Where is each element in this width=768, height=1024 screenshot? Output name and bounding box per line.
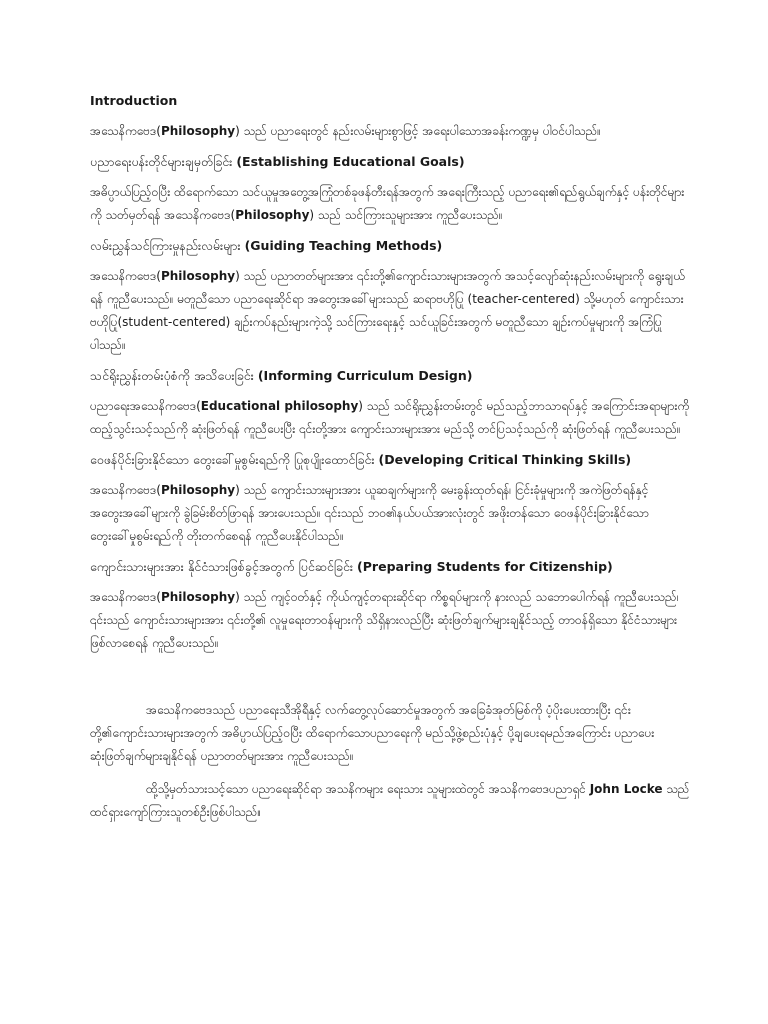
closing-paragraph-2 — [90, 778, 690, 824]
section-body-post: ) သည် သင်ကြားသူများအား ကူညီပေးသည်။ — [309, 208, 503, 222]
section-body-pre: အသေနိကဗေဒ( — [90, 269, 161, 283]
section-body-bold: Philosophy — [160, 483, 236, 497]
closing-text-post: သည် ထင်ရှားကျော်ကြားသူတစ်ဦးဖြစ်ပါသည်။ — [90, 782, 690, 819]
intro-text-post: ) သည် ပညာရေးတွင် နည်းလမ်းများစွာဖြင့် အရေးပါသောအခန်းကဏ္ဍမှ ပါဝင်ပါသည်။ — [235, 124, 601, 138]
section-body-bold: Philosophy — [235, 208, 310, 222]
section-body-curriculum — [90, 395, 690, 441]
section-body-critical-thinking — [90, 479, 690, 548]
section-body-pre: အဓိပ္ပာယ်ပြည့်ဝပြီး ထိရောက်သော သင်ယူမှုအတွေ့အကြုံတစ်ခုဖန်တီးရန်အတွက် အရေးကြီးသည့် ပညာရေး၏ရည်ရွယ်ချက်နှင့် ပန်းတိုင်များကို သတ်မှတ်ရန် အသေနိကဗေဒ( — [90, 185, 685, 222]
section-heading-citizenship — [90, 558, 690, 576]
section-body-bold: Philosophy — [160, 590, 236, 604]
section-heading-en: (Guiding Teaching Methods) — [244, 238, 443, 253]
section-body-post: ) သည် ကျင့်ဝတ်နှင့် ကိုယ်ကျင့်တရားဆိုင်ရာ ကိစ္စရပ်များကို နားလည် သဘောပေါက်ရန် ကူညီပေးသည်၊ ၎င်းသည် ကျောင်းသားများအား ၎င်းတို့၏ လူမှုရေးတာဝန်များကို သိရှိနားလည်ပြီး ဆုံးဖြတ်ချက်များချနိုင်သည့် တာဝန်ရှိသော နိုင်ငံသားများဖြစ်လာစေရန် ကူညီပေးသည်။ — [90, 590, 679, 650]
section-body-post: ) သည် ကျောင်းသားများအား ယူဆချက်များကို မေးခွန်းထုတ်ရန်၊ ငြင်းခုံမှုများကို အကဲဖြတ်ရန်နှင့် အတွေးအခေါ်များကို ခွဲခြမ်းစိတ်ဖြာရန် အားပေးသည်။ ၎င်းသည် ဘဝ၏နယ်ပယ်အားလုံးတွင် အဖိုးတန်သော ဝေဖန်ပိုင်းခြားနိုင်သော တွေးခေါ်မှုစွမ်းရည်ကို တိုးတက်စေရန် ကူညီပေးနိုင်ပါသည်။ — [90, 483, 649, 543]
section-body-post: ) သည် ပညာတတ်များအား ၎င်းတို့၏ကျောင်းသားများအတွက် အသင့်လျော်ဆုံးနည်းလမ်းများကို ရွေးချယ်ရန် ကူညီပေးသည်။ မတူညီသော ပညာရေးဆိုင်ရာ အတွေးအခေါ်များသည် ဆရာဗဟိုပြု (teacher-centered) သို့မဟုတ် ကျောင်းသားဗဟိုပြု(student-centered) ချဉ်းကပ်နည်းများကဲ့သို့ သင်ကြားရေးနှင့် သင်ယူခြင်းအတွက် မတူညီသော ချဉ်းကပ်မှုများကို အကြံပြုပါသည်။ — [90, 269, 685, 352]
section-heading-en: (Informing Curriculum Design) — [257, 368, 473, 383]
section-heading-en: (Preparing Students for Citizenship) — [357, 559, 613, 574]
section-body-pre: ပညာရေးအသေနိကဗေဒ( — [90, 399, 201, 413]
closing-paragraph-1 — [90, 699, 690, 768]
document-title: Introduction — [90, 93, 178, 108]
closing-text-pre: ထို့သို့မှတ်သားသင့်သော ပညာရေးဆိုင်ရာ အသနိကများ ရေးသား သူများထဲတွင် အသနိကဗေဒပညာရှင် — [146, 782, 590, 796]
section-heading-critical-thinking — [90, 451, 690, 469]
section-heading-my: ကျောင်းသားများအား နိုင်ငံသားဖြစ်ခွင့်အတွက် ပြင်ဆင်ခြင်း — [90, 559, 354, 574]
section-heading-en: (Establishing Educational Goals) — [236, 154, 465, 169]
closing-text: အသေနိကဗေဒသည် ပညာရေးသီအိုရီနှင့် လက်တွေ့လုပ်ဆောင်မှုအတွက် အခြေခံအုတ်မြစ်ကို ပံ့ပိုးပေးထားပြီး ၎င်းတို့၏ကျောင်းသားများအတွက် အဓိပ္ပာယ်ပြည့်ဝပြီး ထိရောက်သောပညာရေးကို မည်သို့ဖွဲ့စည်းပုံနှင့် ပို့ချပေးရမည်အကြောင်း ပညာပေးဆုံးဖြတ်ချက်များချနိုင်ရန် ပညာတတ်များအား ကူညီပေးသည်။ — [90, 703, 655, 763]
section-body-post: ) သည် သင်ရိုးညွှန်းတမ်းတွင် မည်သည့်ဘာသာရပ်နှင့် အကြောင်းအရာများကို ထည့်သွင်းသင့်သည်ကို ဆုံးဖြတ်ရန် ကူညီပေးပြီး ၎င်းတို့အား ကျောင်းသားများအား မည်သို့ တင်ပြသင့်သည်ကို ဆုံးဖြတ်ရန် ကူညီပေးသည်။ — [90, 399, 690, 436]
document-page — [90, 92, 690, 834]
section-body-citizenship — [90, 586, 690, 655]
section-heading-teaching — [90, 237, 690, 255]
intro-text-pre: အသေနိကဗေဒ( — [90, 124, 161, 138]
section-body-bold: Educational philosophy — [200, 399, 359, 413]
section-heading-en: (Developing Critical Thinking Skills) — [378, 452, 632, 467]
section-body-teaching — [90, 265, 690, 357]
section-heading-my: ဝေဖန်ပိုင်းခြားနိုင်သော တွေးခေါ်မှုစွမ်းရည်ကို ပြုစုပျိုးထောင်ခြင်း — [90, 452, 375, 467]
section-heading-my: သင်ရိုးညွှန်းတမ်းပုံစံကို အသိပေးခြင်း — [90, 368, 254, 383]
section-body-bold: Philosophy — [160, 269, 236, 283]
section-heading-curriculum — [90, 367, 690, 385]
section-body-pre: အသေနိကဗေဒ( — [90, 483, 161, 497]
section-body-goals — [90, 181, 690, 227]
paragraph-gap — [90, 665, 690, 699]
closing-text-bold: John Locke — [589, 782, 663, 796]
section-heading-my: ပညာရေးပန်းတိုင်များချမှတ်ခြင်း — [90, 154, 233, 169]
section-body-pre: အသေနိကဗေဒ( — [90, 590, 161, 604]
section-heading-my: လမ်းညွှန်သင်ကြားမှုနည်းလမ်းများ — [90, 238, 241, 253]
intro-text-bold: Philosophy — [160, 124, 236, 138]
intro-paragraph — [90, 120, 690, 143]
section-heading-goals — [90, 153, 690, 171]
